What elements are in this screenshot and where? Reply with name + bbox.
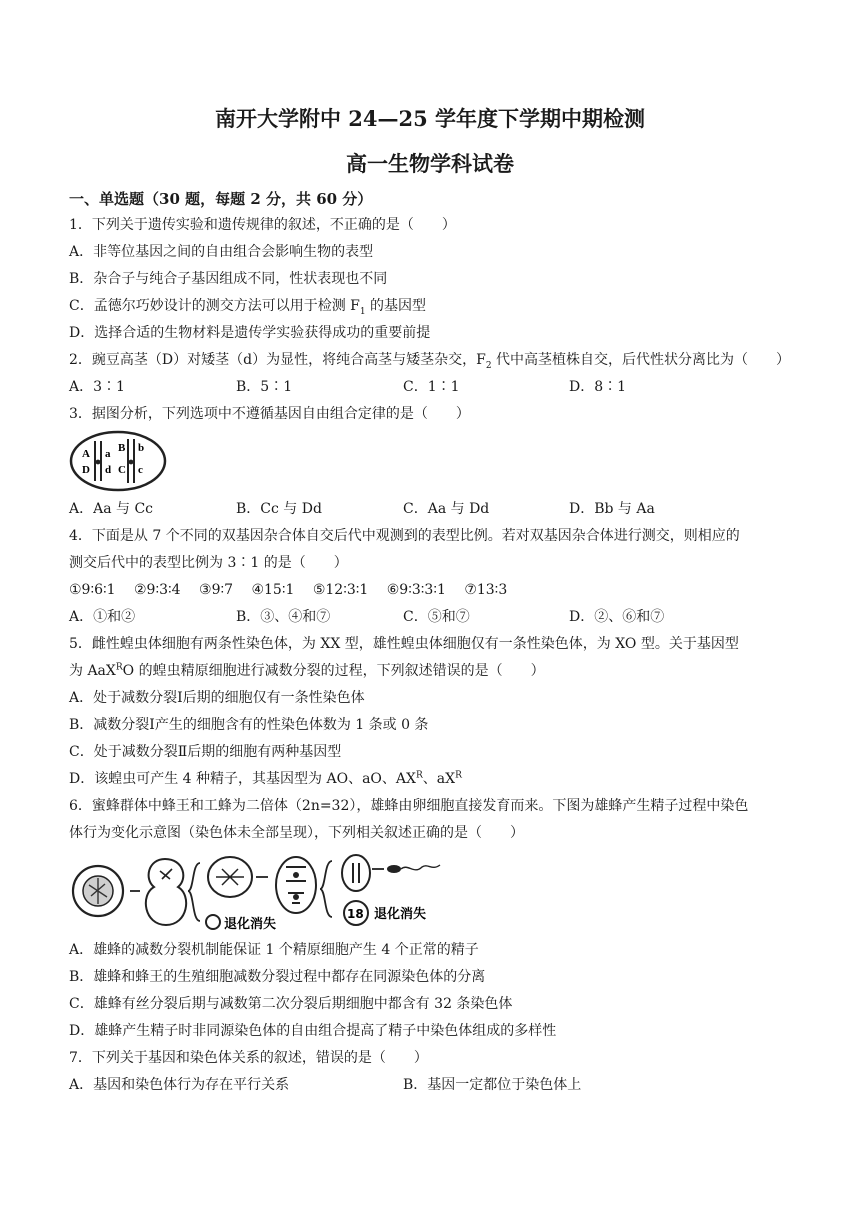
q5-option-d-superscript: R (455, 770, 462, 781)
q1-option-c-text: C．孟德尔巧妙设计的测交方法可以用于检测 F (69, 298, 360, 314)
q7-option-b: B．基因一定都位于染色体上 (403, 1077, 582, 1093)
fig-label-chromosome-count: 18 (347, 907, 364, 921)
q7-stem: 7．下列关于基因和染色体关系的叙述，错误的是（ ） (69, 1050, 428, 1066)
fig-label-degenerate: 退化消失 (374, 907, 427, 922)
q5-option-c: C．处于减数分裂Ⅱ后期的细胞有两种基因型 (69, 744, 342, 760)
fig-label: C (118, 464, 126, 476)
q6-option-b: B．雄蜂和蜂王的生殖细胞减数分裂过程中都存在同源染色体的分离 (69, 969, 486, 985)
fig-label-degenerate: 退化消失 (224, 917, 277, 932)
q5-stem-text: 为 AaX (69, 663, 116, 679)
q5-option-d-text: D．该蝗虫可产生 4 种精子，其基因型为 AO、aO、AX (69, 771, 416, 787)
q3-option-b: B．Cc 与 Dd (236, 501, 322, 517)
q5-option-b: B．减数分裂Ⅰ产生的细胞含有的性染色体数为 1 条或 0 条 (69, 717, 429, 733)
fig-label: B (118, 442, 126, 454)
q3-stem: 3．据图分析，下列选项中不遵循基因自由组合定律的是（ ） (69, 406, 470, 422)
q3-option-d: D．Bb 与 Aa (569, 501, 655, 517)
exam-title: 南开大学附中 24—25 学年度下学期中期检测 (214, 106, 646, 131)
q2-stem-subscript: 2 (485, 360, 492, 371)
fig-label: b (138, 442, 145, 454)
q4-ratios: ①9∶6∶1 ②9∶3∶4 ③9∶7 ④15∶1 ⑤12∶3∶1 ⑥9∶3∶3∶1 ⑦13∶3 (69, 582, 508, 598)
q4-option-b: B．③、④和⑦ (236, 609, 331, 625)
q1-option-d: D．选择合适的生物材料是遗传学实验获得成功的重要前提 (69, 325, 431, 341)
q3-option-c: C．Aa 与 Dd (403, 501, 490, 517)
q2-option-c: C．1∶1 (403, 379, 460, 395)
q2-option-a: A．3∶1 (69, 379, 125, 395)
fig-label: d (105, 464, 112, 476)
q2-stem-text: 2．豌豆高茎（D）对矮茎（d）为显性，将纯合高茎与矮茎杂交，F (69, 352, 486, 368)
q3-chromosome-figure (68, 429, 168, 493)
q4-option-d: D．②、⑥和⑦ (569, 609, 665, 625)
q2-stem-tail: 代中高茎植株自交，后代性状分离比为（ ） (491, 352, 790, 368)
q3-option-a: A．Aa 与 Cc (69, 501, 154, 517)
q6-stem-line2: 体行为变化示意图（染色体未全部呈现），下列相关叙述正确的是（ ） (69, 825, 524, 841)
q6-option-a: A．雄蜂的减数分裂机制能保证 1 个精原细胞产生 4 个正常的精子 (69, 942, 479, 958)
q5-stem-line1: 5．雌性蝗虫体细胞有两条性染色体，为 XX 型，雄性蝗虫体细胞仅有一条性染色体，为 XO 型。关于基因型 (69, 636, 739, 652)
fig-label: D (82, 464, 90, 476)
q2-stem (69, 351, 790, 369)
q1-option-b: B．杂合子与纯合子基因组成不同，性状表现也不同 (69, 271, 388, 287)
q1-option-c-subscript: 1 (359, 306, 366, 317)
q1-option-a: A．非等位基因之间的自由组合会影响生物的表型 (69, 244, 374, 260)
fig-label: a (105, 448, 111, 460)
q2-option-b: B．5∶1 (236, 379, 293, 395)
q6-meiosis-figure (70, 851, 450, 935)
q1-option-c-tail: 的基因型 (365, 298, 427, 314)
q6-option-d: D．雄蜂产生精子时非同源染色体的自由组合提高了精子中染色体组成的多样性 (69, 1023, 557, 1039)
fig-label: c (138, 464, 143, 476)
q4-stem-line2: 测交后代中的表型比例为 3∶1 的是（ ） (69, 555, 348, 571)
q5-option-d (69, 770, 462, 788)
q6-option-c: C．雄蜂有丝分裂后期与减数第二次分裂后期细胞中都含有 32 条染色体 (69, 996, 513, 1012)
q4-option-a: A．①和② (69, 609, 136, 625)
q2-option-d: D．8∶1 (569, 379, 627, 395)
q5-option-a: A．处于减数分裂Ⅰ后期的细胞仅有一条性染色体 (69, 690, 365, 706)
q5-stem-line2 (69, 662, 545, 680)
q5-option-d-superscript: R (415, 770, 423, 781)
q1-option-c (69, 297, 426, 315)
q1-stem: 1．下列关于遗传实验和遗传规律的叙述，不正确的是（ ） (69, 217, 456, 233)
q5-option-d-mid: 、aX (422, 771, 456, 787)
q5-stem-tail: O 的蝗虫精原细胞进行减数分裂的过程，下列叙述错误的是（ ） (122, 663, 545, 679)
q7-option-a: A．基因和染色体行为存在平行关系 (69, 1077, 290, 1093)
q5-stem-superscript: R (115, 662, 123, 673)
fig-label: A (82, 448, 90, 460)
exam-subtitle: 高一生物学科试卷 (346, 151, 514, 176)
q4-option-c: C．⑤和⑦ (403, 609, 470, 625)
section-heading: 一、单选题（30 题，每题 2 分，共 60 分） (69, 190, 373, 208)
q6-stem-line1: 6．蜜蜂群体中蜂王和工蜂为二倍体（2n=32），雄蜂由卵细胞直接发育而来。下图为雄蜂产生精子过程中染色 (69, 798, 749, 814)
q4-stem-line1: 4．下面是从 7 个不同的双基因杂合体自交后代中观测到的表型比例。若对双基因杂合体进行测交，则相应的 (69, 528, 740, 544)
